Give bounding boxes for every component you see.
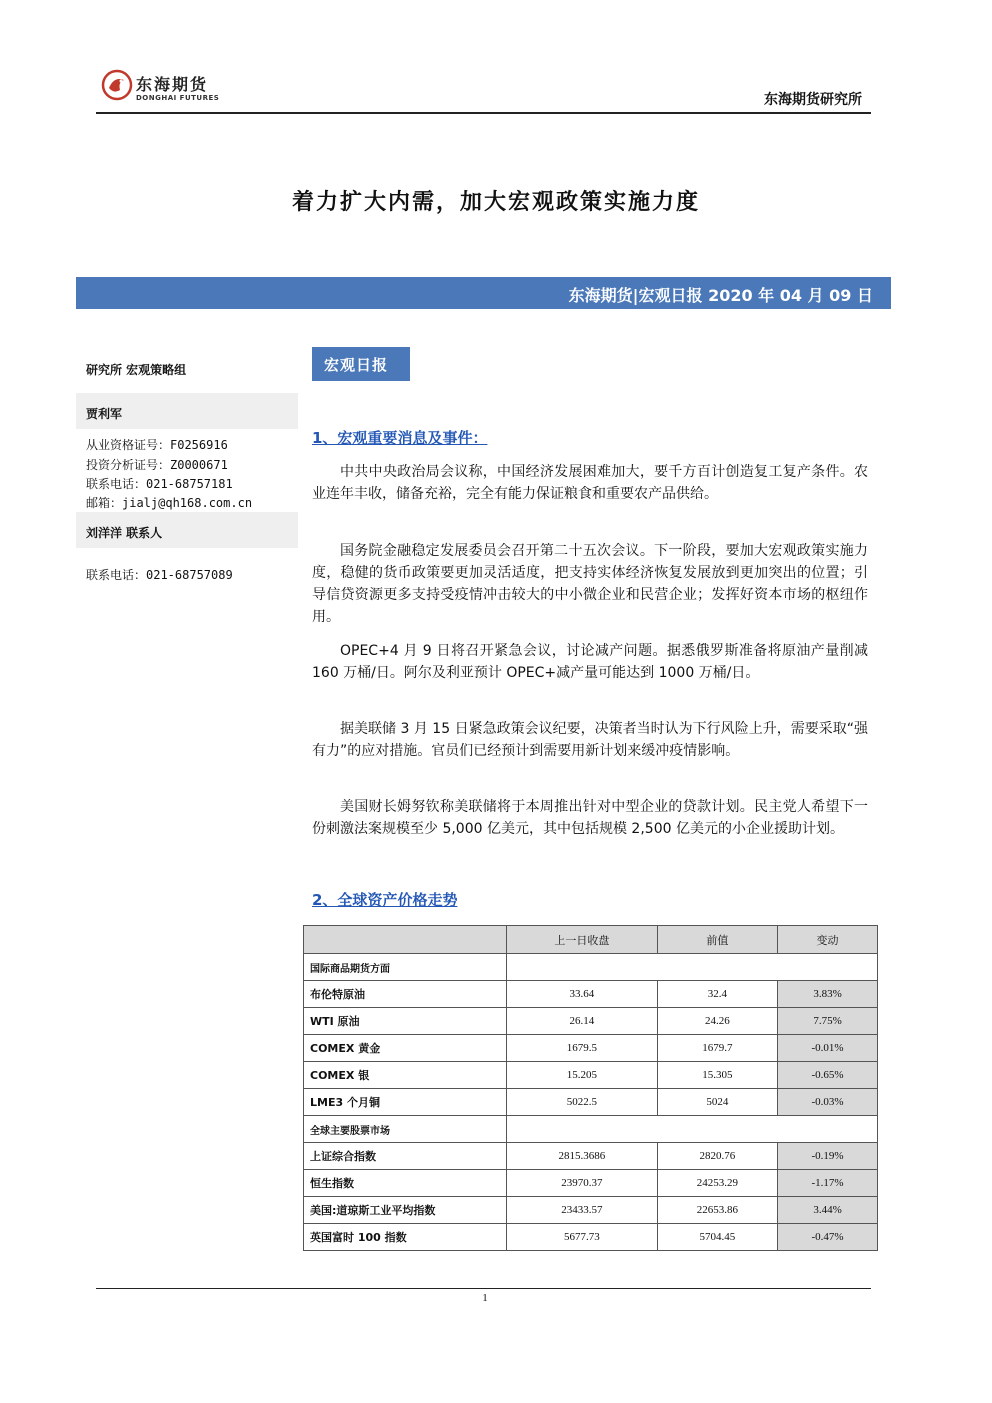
prior-cell: 32.4	[657, 981, 777, 1008]
prior-cell: 24253.29	[657, 1170, 777, 1197]
prev-close-cell: 1679.5	[507, 1035, 658, 1062]
change-cell: 7.75%	[778, 1008, 878, 1035]
change-cell: -0.03%	[778, 1089, 878, 1116]
table-header-prev-close: 上一日收盘	[507, 926, 658, 954]
analyst1-phone: 联系电话：021-68757181	[86, 477, 233, 491]
analyst1-invest-license: 投资分析证号：Z0000671	[86, 458, 228, 472]
category-label: 全球主要股票市场	[304, 1116, 507, 1143]
prev-close-cell: 33.64	[507, 981, 658, 1008]
paragraph: 国务院金融稳定发展委员会召开第二十五次会议。下一阶段，要加大宏观政策实施力度，稳健的货币政策要更加灵活适度，把支持实体经济恢复发展放到更加突出的位置；引导信贷资源更多支持受疫情冲击较大的中小微企业和民营企业；发挥好资本市场的枢纽作用。	[312, 543, 868, 625]
prior-cell: 5024	[657, 1089, 777, 1116]
prev-close-cell: 23433.57	[507, 1197, 658, 1224]
header-divider	[96, 112, 871, 114]
table-row	[304, 1089, 878, 1116]
table-header-row	[304, 926, 878, 954]
prior-cell: 1679.7	[657, 1035, 777, 1062]
section1-heading: 1、宏观重要消息及事件：	[312, 429, 488, 447]
sidebar-department: 研究所 宏观策略组	[86, 363, 187, 377]
prev-close-cell: 23970.37	[507, 1170, 658, 1197]
company-logo	[100, 68, 230, 108]
prior-cell: 5704.45	[657, 1224, 777, 1251]
table-header-change: 变动	[778, 926, 878, 954]
change-cell: -1.17%	[778, 1170, 878, 1197]
asset-price-table	[303, 925, 878, 1251]
report-type-tag	[312, 347, 410, 381]
paragraph: 中共中央政治局会议称，中国经济发展困难加大，要千方百计创造复工复产条件。农业连年丰收，储备充裕，完全有能力保证粮食和重要农产品供给。	[312, 464, 868, 502]
category-label: 国际商品期货方面	[304, 954, 507, 981]
table-row	[304, 1224, 878, 1251]
report-banner	[76, 277, 891, 309]
table-row	[304, 981, 878, 1008]
analyst1-name: 贾利军	[86, 407, 123, 421]
change-cell: -0.65%	[778, 1062, 878, 1089]
table-row	[304, 1170, 878, 1197]
asset-name: COMEX 银	[304, 1062, 507, 1089]
analyst1-license: 从业资格证号：F0256916	[86, 438, 228, 452]
prior-cell: 24.26	[657, 1008, 777, 1035]
analyst2-name: 刘洋洋 联系人	[86, 526, 163, 540]
prev-close-cell: 15.205	[507, 1062, 658, 1089]
paragraph: 美国财长姆努钦称美联储将于本周推出针对中型企业的贷款计划。民主党人希望下一份刺激法案规模至少 5,000 亿美元，其中包括规模 2,500 亿美元的小企业援助计划。	[312, 799, 868, 837]
change-cell: 3.44%	[778, 1197, 878, 1224]
prior-cell: 22653.86	[657, 1197, 777, 1224]
table-row	[304, 1008, 878, 1035]
analyst2-phone: 联系电话：021-68757089	[86, 568, 233, 582]
asset-name: WTI 原油	[304, 1008, 507, 1035]
change-cell: -0.01%	[778, 1035, 878, 1062]
category-blank	[507, 1116, 878, 1143]
analyst1-email[interactable]: 邮箱：jialj@qh168.com.cn	[86, 496, 253, 510]
report-type-label: 宏观日报	[324, 356, 389, 374]
institute-name: 东海期货研究所	[764, 92, 862, 108]
table-row	[304, 1035, 878, 1062]
paragraph: OPEC+4 月 9 日将召开紧急会议，讨论减产问题。据悉俄罗斯准备将原油产量削减 160 万桶/日。阿尔及利亚预计 OPEC+减产量可能达到 1000 万桶/日。	[312, 643, 868, 681]
prev-close-cell: 26.14	[507, 1008, 658, 1035]
prior-cell: 15.305	[657, 1062, 777, 1089]
asset-name: 英国富时 100 指数	[304, 1224, 507, 1251]
table-header-blank	[304, 926, 507, 954]
table-row	[304, 1197, 878, 1224]
paragraph: 据美联储 3 月 15 日紧急政策会议纪要，决策者当时认为下行风险上升，需要采取“强有力”的应对措施。官员们已经预计到需要用新计划来缓冲疫情影响。	[312, 721, 868, 759]
asset-name: 布伦特原油	[304, 981, 507, 1008]
asset-name: LME3 个月铜	[304, 1089, 507, 1116]
logo-chinese-text: 东海期货	[136, 75, 209, 94]
report-title: 着力扩大内需，加大宏观政策实施力度	[291, 190, 700, 215]
prev-close-cell: 2815.3686	[507, 1143, 658, 1170]
dragon-logo-icon	[100, 68, 134, 102]
table-category-row	[304, 954, 878, 981]
logo-english-text: DONGHAI FUTURES	[136, 94, 220, 102]
asset-name: COMEX 黄金	[304, 1035, 507, 1062]
prev-close-cell: 5677.73	[507, 1224, 658, 1251]
change-cell: -0.19%	[778, 1143, 878, 1170]
footer-divider	[96, 1288, 871, 1289]
category-blank	[507, 954, 878, 981]
page-number: 1	[482, 1292, 488, 1304]
asset-name: 上证综合指数	[304, 1143, 507, 1170]
asset-name: 恒生指数	[304, 1170, 507, 1197]
table-header-prior: 前值	[657, 926, 777, 954]
asset-name: 美国:道琼斯工业平均指数	[304, 1197, 507, 1224]
section2-heading: 2、全球资产价格走势	[312, 891, 458, 909]
banner-text: 东海期货|宏观日报 2020 年 04 月 09 日	[568, 286, 873, 305]
prev-close-cell: 5022.5	[507, 1089, 658, 1116]
table-category-row	[304, 1116, 878, 1143]
change-cell: 3.83%	[778, 981, 878, 1008]
prior-cell: 2820.76	[657, 1143, 777, 1170]
change-cell: -0.47%	[778, 1224, 878, 1251]
table-row	[304, 1062, 878, 1089]
table-row	[304, 1143, 878, 1170]
